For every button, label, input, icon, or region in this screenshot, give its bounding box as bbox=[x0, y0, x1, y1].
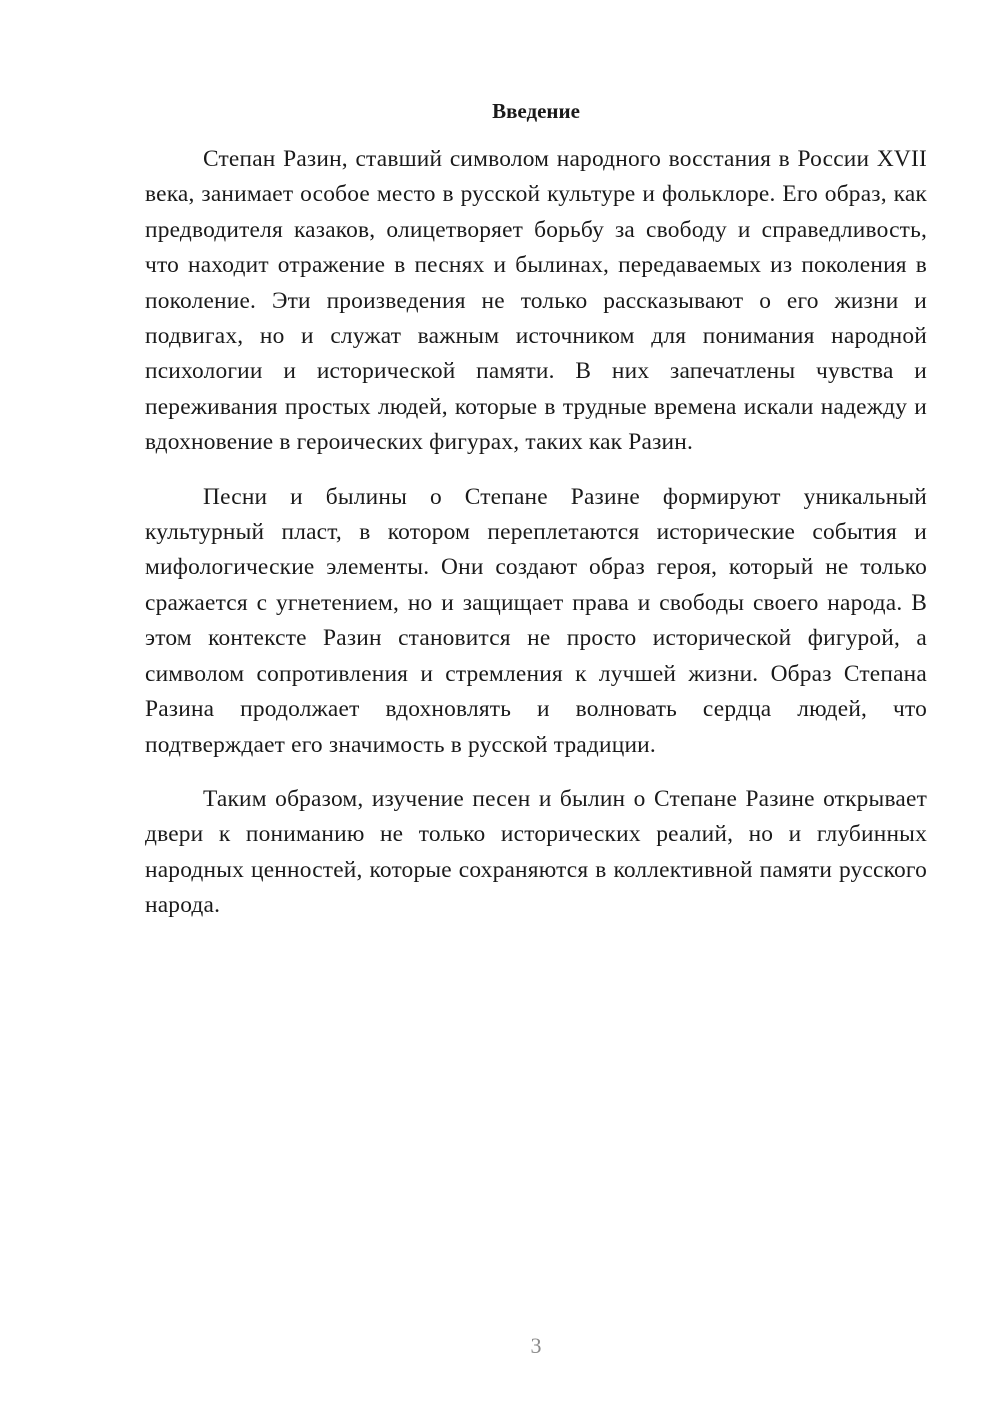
paragraph-3: Таким образом, изучение песен и былин о Степане Разине открывает двери к пониманию не только исторических реалий, но и глубинных народных ценностей, которые сохраняются в коллективной памяти русского народа. bbox=[145, 785, 927, 919]
paragraph-2: Песни и былины о Степане Разине формируют уникальный культурный пласт, в котором переплетаются исторические события и мифологические элементы. Они создают образ героя, который не только сражается с угнетением, но и защищает права и свободы своего народа. В этом контексте Разин становится не просто исторической фигурой, а символом сопротивления и стремления к лучшей жизни. Образ Степана Разина продолжает вдохновлять и волновать сердца людей, что подтверждает его значимость в русской традиции. bbox=[145, 483, 927, 758]
body-text bbox=[145, 142, 927, 943]
paragraph-1: Степан Разин, ставший символом народного восстания в России XVII века, занимает особое место в русской культуре и фольклоре. Его образ, как предводителя казаков, олицетворяет борьбу за свободу и справедливость, что находит отражение в песнях и былинах, передаваемых из поколения в поколение. Эти произведения не только рассказывают о его жизни и подвигах, но и служат важным источником для понимания народной психологии и исторической памяти. В них запечатлены чувства и переживания простых людей, которые в трудные времена искали надежду и вдохновение в героических фигурах, таких как Разин. bbox=[145, 146, 927, 456]
section-heading: Введение bbox=[492, 99, 580, 123]
page-number: 3 bbox=[530, 1333, 542, 1358]
